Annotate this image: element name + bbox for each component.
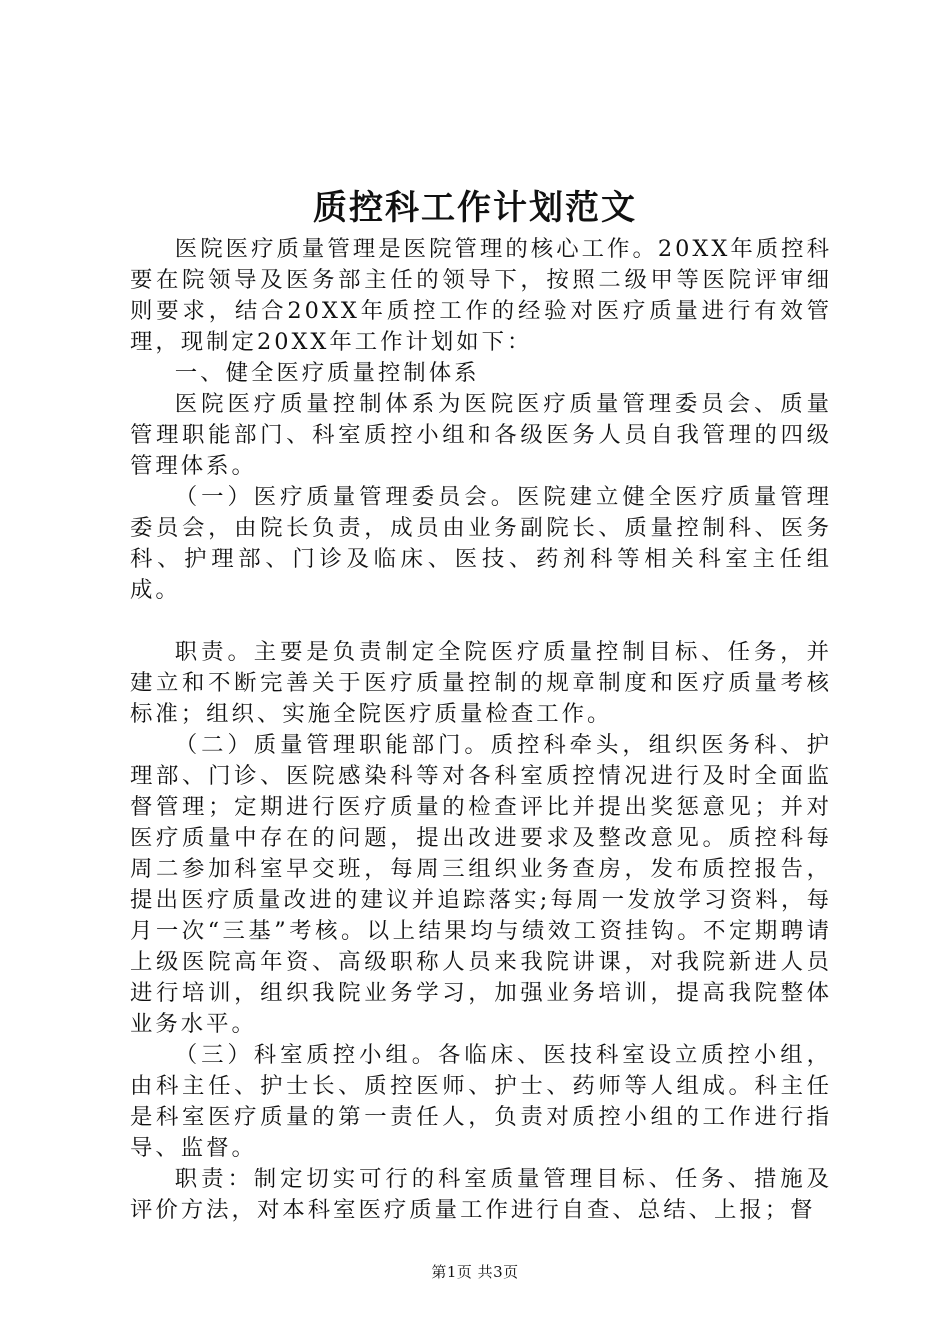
page-footer: 第1页 共3页: [431, 1263, 519, 1281]
paragraph-system: 医院医疗质量控制体系为医院医疗质量管理委员会、质量管理职能部门、科室质控小组和各级医务人员自我管理的四级管理体系。: [130, 391, 832, 479]
paragraph-committee: （一）医疗质量管理委员会。医院建立健全医疗质量管理委员会，由院长负责，成员由业务副院长、质量控制科、医务科、护理部、门诊及临床、医技、药剂科等相关科室主任组成。: [130, 484, 832, 603]
paragraph-committee-duties: 职责。主要是负责制定全院医疗质量控制目标、任务，并建立和不断完善关于医疗质量控制的规章制度和医疗质量考核标准；组织、实施全院医疗质量检查工作。: [130, 639, 832, 727]
document-title: 质控科工作计划范文: [313, 188, 637, 228]
paragraph-functional-departments: （二）质量管理职能部门。质控科牵头，组织医务科、护理部、门诊、医院感染科等对各科室质控情况进行及时全面监督管理；定期进行医疗质量的检查评比并提出奖惩意见；并对医疗质量中存在的问题，提出改进要求及整改意见。质控科每周二参加科室早交班，每周三组织业务查房，发布质控报告，提出医疗质量改进的建议并追踪落实;每周一发放学习资料，每月一次“三基”考核。以上结果均与绩效工资挂钩。不定期聘请上级医院高年资、高级职称人员来我院讲课，对我院新进人员进行培训，组织我院业务学习，加强业务培训，提高我院整体业务水平。: [130, 732, 832, 1037]
document-body: [130, 234, 832, 1226]
paragraph-department-qc-group: （三）科室质控小组。各临床、医技科室设立质控小组，由科主任、护士长、质控医师、护士、药师等人组成。科主任是科室医疗质量的第一责任人，负责对质控小组的工作进行指导、监督。: [130, 1042, 832, 1161]
paragraph-group-duties: 职责：制定切实可行的科室质量管理目标、任务、措施及评价方法，对本科室医疗质量工作进行自查、总结、上报；督: [130, 1166, 832, 1223]
section-heading-1: 一、健全医疗质量控制体系: [174, 360, 480, 386]
paragraph-intro: 医院医疗质量管理是医院管理的核心工作。20XX年质控科要在院领导及医务部主任的领导下，按照二级甲等医院评审细则要求，结合20XX年质控工作的经验对医疗质量进行有效管理，现制定20XX年工作计划如下：: [130, 236, 832, 355]
